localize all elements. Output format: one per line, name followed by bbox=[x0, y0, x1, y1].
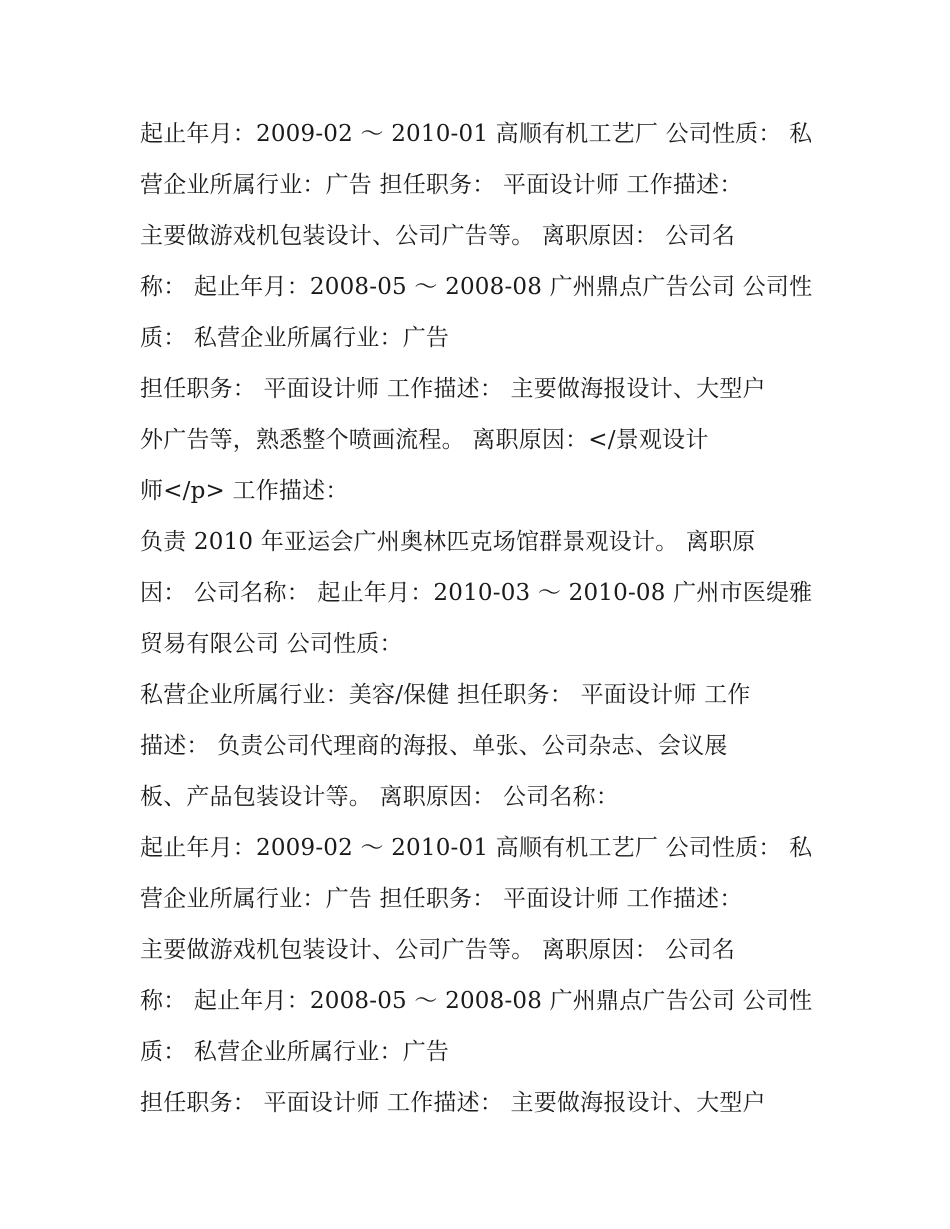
text-line: 负责 2010 年亚运会广州奥林匹克场馆群景观设计。 离职原 bbox=[140, 529, 756, 555]
text-line: 描述： 负责公司代理商的海报、单张、公司杂志、会议展 bbox=[140, 733, 728, 759]
text-line: 质： 私营企业所属行业：广告 bbox=[140, 1039, 450, 1065]
text-line: 主要做游戏机包装设计、公司广告等。 离职原因： 公司名 bbox=[140, 937, 736, 963]
text-line: 板、产品包装设计等。 离职原因： 公司名称： bbox=[140, 784, 620, 810]
text-line: 营企业所属行业：广告 担任职务： 平面设计师 工作描述： bbox=[140, 172, 743, 198]
text-line: 师</p> 工作描述： bbox=[140, 478, 349, 504]
text-line: 因： 公司名称： 起止年月：2010-03 ～ 2010-08 广州市医缇雅 bbox=[140, 580, 813, 606]
text-line: 起止年月：2009-02 ～ 2010-01 高顺有机工艺厂 公司性质： 私 bbox=[140, 121, 813, 147]
text-line: 外广告等，熟悉整个喷画流程。 离职原因：</景观设计 bbox=[140, 427, 709, 453]
text-line: 担任职务： 平面设计师 工作描述： 主要做海报设计、大型户 bbox=[140, 1090, 766, 1116]
text-line: 营企业所属行业：广告 担任职务： 平面设计师 工作描述： bbox=[140, 886, 743, 912]
text-line: 贸易有限公司 公司性质： bbox=[140, 631, 403, 657]
text-line: 起止年月：2009-02 ～ 2010-01 高顺有机工艺厂 公司性质： 私 bbox=[140, 835, 813, 861]
text-line: 私营企业所属行业：美容/保健 担任职务： 平面设计师 工作 bbox=[140, 682, 751, 708]
text-line: 担任职务： 平面设计师 工作描述： 主要做海报设计、大型户 bbox=[140, 376, 766, 402]
text-line: 称： 起止年月：2008-05 ～ 2008-08 广州鼎点广告公司 公司性 bbox=[140, 988, 813, 1014]
text-line: 主要做游戏机包装设计、公司广告等。 离职原因： 公司名 bbox=[140, 223, 736, 249]
text-line: 称： 起止年月：2008-05 ～ 2008-08 广州鼎点广告公司 公司性 bbox=[140, 274, 813, 300]
text-line: 质： 私营企业所属行业：广告 bbox=[140, 325, 450, 351]
resume-text-block bbox=[140, 109, 820, 1129]
